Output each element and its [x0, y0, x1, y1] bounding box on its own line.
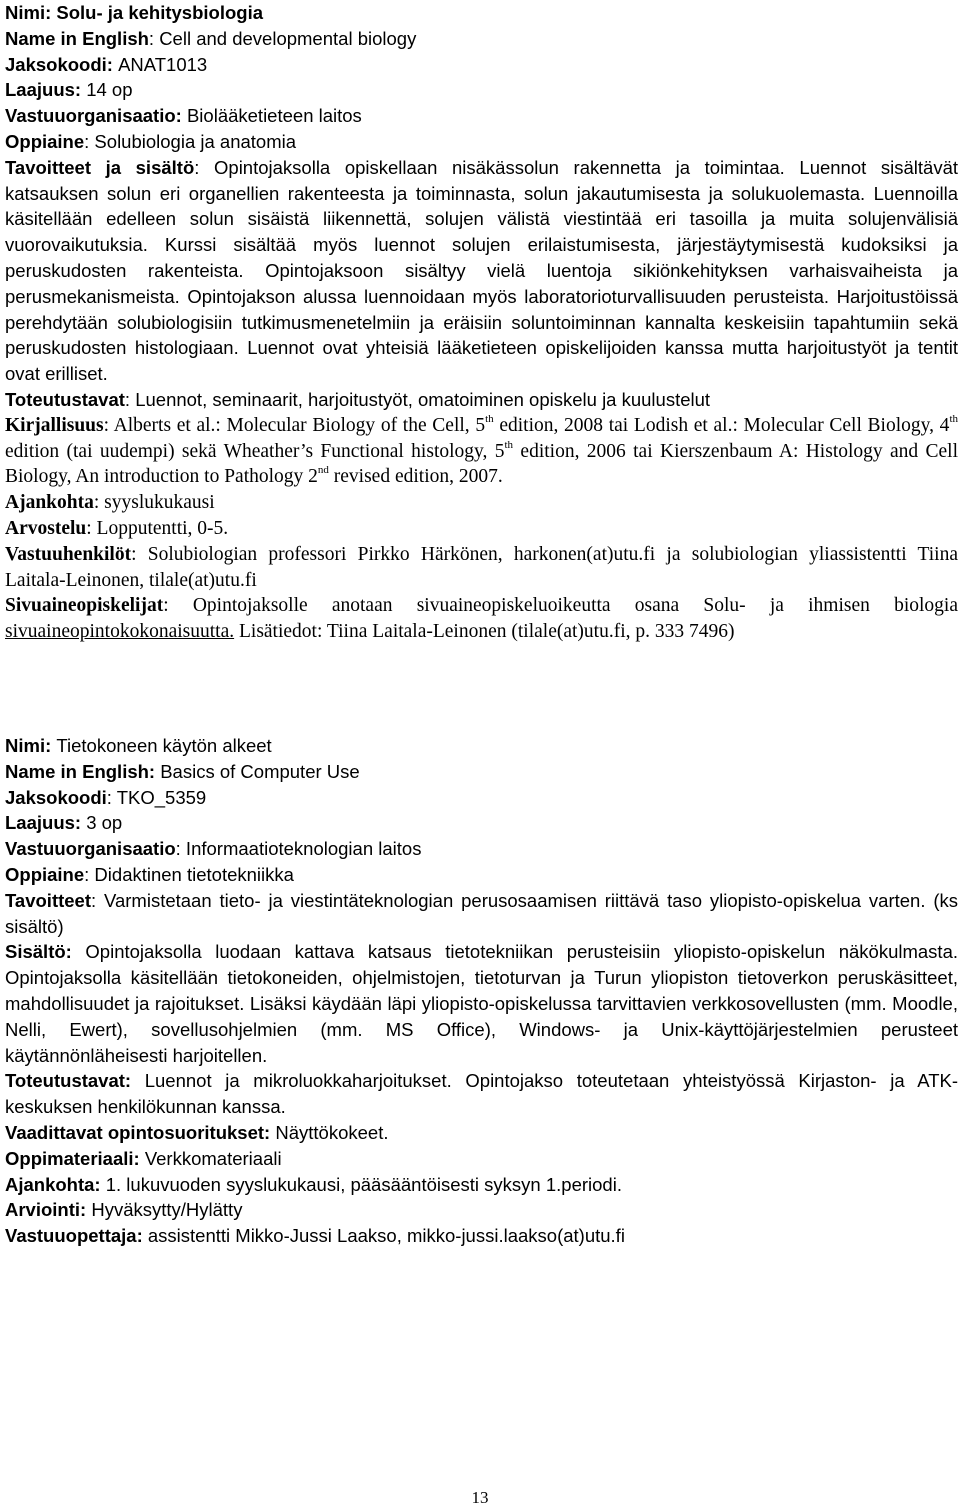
course-name: Nimi: Solu- ja kehitysbiologia: [5, 2, 264, 23]
course-scope: Laajuus: 3 op: [5, 812, 123, 834]
minor-studies-link[interactable]: sivuaineopintokokonaisuutta.: [5, 621, 235, 643]
course-code: Jaksokoodi: TKO_5359: [5, 786, 207, 808]
course-minor-students: Sivuaineopiskelijat: Opintojaksolle anotaan sivuaineopiskeluoikeutta osana Solu- ja ihmisen biologia sivuaineopintokokonaisuutta. Lisätiedot: Tiina Laitala-Leinonen (tilale(at)utu.fi, p. 333 7496): [5, 595, 958, 643]
course-literature: Kirjallisuus: Alberts et al.: Molecular Biology of the Cell, 5th edition, 2008 tai Lodish et al.: Molecular Cell Biology, 4th edition (tai uudempi) sekä Wheather’s Functional histology, 5th edition, 2006 tai Kierszenbaum A: Histology and Cell Biology, An introduction to Pathology 2nd revised edition, 2007.: [5, 412, 958, 488]
course-block-computer-use: [5, 733, 958, 1249]
course-goals: Tavoitteet: Varmistetaan tieto- ja viestintäteknologian perusosaamisen riittävä taso yliopisto-opiskelua varten. (ks sisältö): [5, 889, 958, 937]
course-methods: Toteutustavat: Luennot, seminaarit, harjoitustyöt, omatoiminen opiskelu ja kuulustelut: [5, 388, 711, 410]
course-responsible-persons: Vastuuhenkilöt: Solubiologian professori Pirkko Härkönen, harkonen(at)utu.fi ja solubiologian yliassistentti Tiina Laitala-Leinonen, tilale(at)utu.fi: [5, 543, 958, 591]
course-organisation: Vastuuorganisaatio: Informaatioteknologian laitos: [5, 838, 422, 860]
course-goals: Tavoitteet ja sisältö: Opintojaksolla opiskellaan nisäkässolun rakennetta ja toimintaa. Luennot sisältävät katsauksen solun eri organellien rakenteesta ja toiminnasta, solun jakautumisesta ja solukuolemasta. Luennoilla käsitellään edelleen solun sisäistä liikennettä, solujen välistä viestintää eri tasoilla ja muita solujenvälisiä vuorovaikutuksia. Kurssi sisältää myös luennot solujen erilaistumisesta, järjestäytymisestä kudoksiksi ja peruskudosten rakenteista. Opintojaksoon sisältyy vielä luentoja sikiönkehityksen varhaisvaiheista ja perusmekanismeista. Opintojakson alussa luennoidaan myös laboratorioturvallisuuden perusteista. Harjoitustöissä perehdytään solubiologisiin tutkimusmenetelmiin ja eräisiin soluntoiminnan kannalta keskeisiin tapahtumiin sekä peruskudosten histologiaan. Luennot ovat yhteisiä lääketieteen opiskelijoiden kanssa mutta harjoitustyöt ja tentit ovat erilliset.: [5, 156, 958, 385]
course-english-name: Name in English: Cell and developmental biology: [5, 27, 417, 49]
course-scope: Laajuus: 14 op: [5, 79, 133, 101]
course-teacher: Vastuuopettaja: assistentti Mikko-Jussi Laakso, mikko-jussi.laakso(at)utu.fi: [5, 1225, 625, 1247]
course-requirements: Vaadittavat opintosuoritukset: Näyttökokeet.: [5, 1121, 389, 1143]
course-grading: Arvostelu: Lopputentti, 0-5.: [5, 517, 229, 539]
course-code: Jaksokoodi: ANAT1013: [5, 53, 208, 75]
course-content: Sisältö: Opintojaksolla luodaan kattava katsaus tietotekniikan perusteisiin yliopisto-opiskelun näkökulmasta. Opintojaksolla käsitellään tietokoneiden, ohjelmistojen, tietoturvan ja Turun yliopiston tietoverkon peruskäsitteet, mahdollisuudet ja rajoitukset. Lisäksi käydään läpi yliopisto-opiskelussa tarvittavien verkkosovellusten (mm. Moodle, Nelli, Ewert), sovellusohjelmien (mm. MS Office), Windows- ja Unix-käyttöjärjestelmien perusteet käytännönläheisesti harjoitellen.: [5, 941, 958, 1066]
course-subject: Oppiaine: Solubiologia ja anatomia: [5, 130, 297, 152]
course-english-name: Name in English: Basics of Computer Use: [5, 760, 360, 782]
page-number: 13: [471, 1488, 489, 1507]
course-material: Oppimateriaali: Verkkomateriaali: [5, 1147, 282, 1169]
course-methods: Toteutustavat: Luennot ja mikroluokkaharjoitukset. Opintojakso toteutetaan yhteistyössä Kirjaston- ja ATK-keskuksen henkilökunnan kanssa.: [5, 1070, 959, 1118]
course-block-cell-biology: [5, 0, 958, 645]
course-grading: Arviointi: Hyväksytty/Hylätty: [5, 1199, 243, 1221]
course-name: Nimi: Tietokoneen käytön alkeet: [5, 735, 272, 756]
course-subject: Oppiaine: Didaktinen tietotekniikka: [5, 863, 294, 885]
course-organisation: Vastuuorganisaatio: Biolääketieteen laitos: [5, 105, 362, 127]
course-timing: Ajankohta: 1. lukuvuoden syyslukukausi, pääsääntöisesti syksyn 1.periodi.: [5, 1173, 622, 1195]
course-timing: Ajankohta: syyslukukausi: [5, 492, 215, 514]
